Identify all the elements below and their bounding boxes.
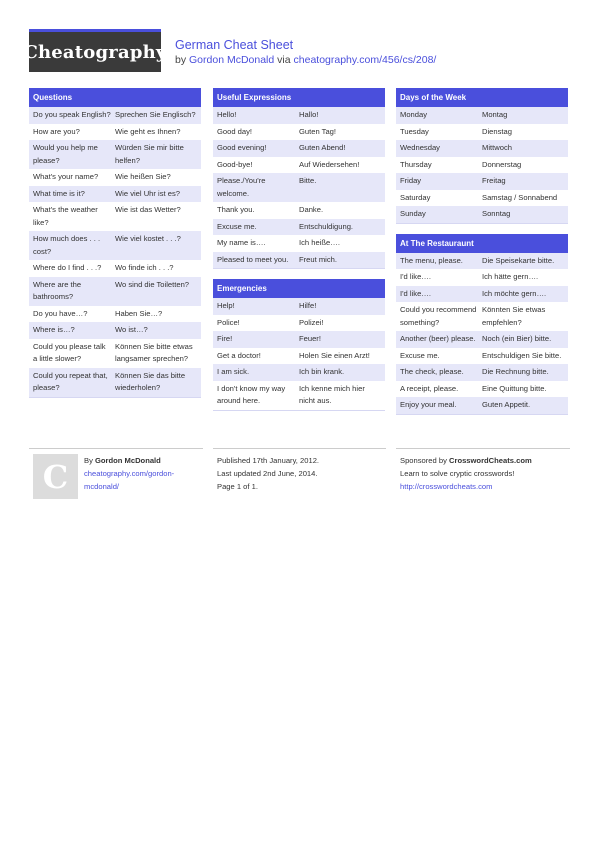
- english-phrase: Could you please talk a little slower?: [33, 341, 106, 363]
- footer-author-url-block: [84, 468, 184, 493]
- german-phrase: Haben Sie…?: [115, 308, 163, 318]
- table-row: [29, 140, 201, 169]
- english-phrase: How are you?: [33, 126, 80, 136]
- english-phrase: Would you help me please?: [33, 143, 98, 165]
- table-row: [396, 348, 568, 365]
- section-heading: Questions: [29, 88, 201, 107]
- table-row: [213, 219, 385, 236]
- german-phrase: Guten Appetit.: [482, 400, 531, 409]
- german-phrase: Donnerstag: [482, 159, 522, 169]
- section-rows: [213, 107, 385, 269]
- table-row: [213, 202, 385, 219]
- column-middle: [213, 88, 385, 421]
- english-phrase: What's the weather like?: [33, 205, 98, 227]
- section-heading: Days of the Week: [396, 88, 568, 107]
- german-phrase: Wo sind die Toiletten?: [115, 279, 190, 289]
- table-row: [396, 157, 568, 174]
- english-phrase: Police!: [217, 317, 240, 327]
- table-row: [396, 140, 568, 157]
- section-days-of-the-week: [396, 88, 568, 224]
- table-row: [29, 306, 201, 323]
- author-avatar: C: [33, 454, 78, 499]
- page-title: German Cheat Sheet: [175, 38, 294, 52]
- footer-author-name: Gordon McDonald: [95, 456, 161, 465]
- german-phrase: Hilfe!: [299, 301, 317, 310]
- english-phrase: How much does . . . cost?: [33, 234, 101, 256]
- english-phrase: Could you repeat that, please?: [33, 370, 108, 392]
- english-phrase: I'd like….: [400, 272, 431, 281]
- english-phrase: Please./You're welcome.: [217, 176, 266, 198]
- german-phrase: Polizei!: [299, 317, 324, 327]
- german-phrase: Danke.: [299, 205, 324, 214]
- english-phrase: What's your name?: [33, 172, 99, 181]
- english-phrase: Tuesday: [400, 126, 429, 136]
- section-heading: Emergencies: [213, 279, 385, 298]
- table-row: [29, 231, 201, 260]
- section-rows: [213, 298, 385, 411]
- section-rows: [29, 107, 201, 398]
- english-phrase: What time is it?: [33, 188, 85, 198]
- section-heading: Useful Expressions: [213, 88, 385, 107]
- english-phrase: Fire!: [217, 334, 233, 343]
- english-phrase: Another (beer) please.: [400, 334, 476, 343]
- table-row: [396, 302, 568, 331]
- table-row: [29, 169, 201, 186]
- table-row: [396, 107, 568, 124]
- english-phrase: A receipt, please.: [400, 383, 459, 393]
- german-phrase: Sprechen Sie Englisch?: [115, 110, 196, 119]
- table-row: [396, 286, 568, 303]
- german-phrase: Guten Abend!: [299, 143, 346, 152]
- section-emergencies: [213, 279, 385, 411]
- german-phrase: Freut mich.: [299, 254, 337, 264]
- footer-sponsor-name: CrosswordCheats.com: [449, 456, 532, 465]
- section-at-the-restauraunt: [396, 234, 568, 415]
- german-phrase: Wie heißen Sie?: [115, 172, 171, 181]
- english-phrase: Saturday: [400, 192, 431, 202]
- footer-author-url-link[interactable]: cheatography.com/gordon-mcdonald/: [84, 469, 175, 491]
- english-phrase: Wednesday: [400, 143, 440, 152]
- table-row: [396, 364, 568, 381]
- table-row: [29, 260, 201, 277]
- footer-published: Published 17th January, 2012.: [217, 456, 320, 465]
- footer-sponsor-url-link[interactable]: http://crosswordcheats.com: [400, 482, 493, 491]
- table-row: [29, 202, 201, 231]
- table-row: [396, 190, 568, 207]
- german-phrase: Wie ist das Wetter?: [115, 205, 181, 214]
- english-phrase: I don't know my way around here.: [217, 383, 286, 405]
- cheatography-logo[interactable]: Cheatography: [29, 29, 161, 72]
- english-phrase: Hello!: [217, 110, 237, 119]
- table-row: [29, 277, 201, 306]
- table-row: [396, 124, 568, 141]
- english-phrase: Sunday: [400, 209, 426, 218]
- english-phrase: Thursday: [400, 159, 432, 169]
- german-phrase: Eine Quittung bitte.: [482, 383, 547, 393]
- column-left: [29, 88, 201, 408]
- english-phrase: Monday: [400, 110, 428, 119]
- byline-url-link[interactable]: cheatography.com/456/cs/208/: [293, 54, 437, 66]
- footer-divider: [29, 448, 570, 449]
- english-phrase: Do you have…?: [33, 308, 88, 318]
- table-row: [29, 186, 201, 203]
- german-phrase: Die Speisekarte bitte.: [482, 255, 555, 265]
- german-phrase: Ich heiße….: [299, 238, 340, 247]
- german-phrase: Die Rechnung bitte.: [482, 367, 549, 376]
- english-phrase: Good day!: [217, 126, 253, 136]
- byline: [175, 54, 436, 66]
- table-row: [213, 107, 385, 124]
- german-phrase: Wie viel kostet . . .?: [115, 234, 181, 243]
- table-row: [213, 348, 385, 365]
- german-phrase: Sonntag: [482, 209, 511, 218]
- footer-sponsor-tagline: Learn to solve cryptic crosswords!: [400, 469, 515, 478]
- table-row: [213, 235, 385, 252]
- english-phrase: Help!: [217, 301, 235, 310]
- english-phrase: Where is…?: [33, 325, 75, 334]
- table-row: [29, 322, 201, 339]
- german-phrase: Wie geht es Ihnen?: [115, 126, 181, 136]
- german-phrase: Bitte.: [299, 176, 317, 185]
- footer-sponsor-url-block: [400, 481, 492, 494]
- table-row: [396, 253, 568, 270]
- german-phrase: Auf Wiedersehen!: [299, 159, 360, 169]
- german-phrase: Guten Tag!: [299, 126, 337, 136]
- english-phrase: The check, please.: [400, 367, 464, 376]
- german-phrase: Dienstag: [482, 126, 512, 136]
- german-phrase: Noch (ein Bier) bitte.: [482, 334, 552, 343]
- english-phrase: Thank you.: [217, 205, 255, 214]
- table-row: [213, 364, 385, 381]
- section-heading: At The Restauraunt: [396, 234, 568, 253]
- table-row: [213, 124, 385, 141]
- english-phrase: Get a doctor!: [217, 350, 261, 360]
- footer-by-label: By: [84, 456, 93, 465]
- english-phrase: Friday: [400, 176, 422, 185]
- german-phrase: Würden Sie mir bitte helfen?: [115, 143, 184, 165]
- german-phrase: Ich möchte gern….: [482, 288, 547, 298]
- german-phrase: Hallo!: [299, 110, 319, 119]
- english-phrase: The menu, please.: [400, 255, 463, 265]
- table-row: [29, 107, 201, 124]
- english-phrase: I am sick.: [217, 367, 250, 376]
- german-phrase: Holen Sie einen Arzt!: [299, 350, 370, 360]
- byline-via: via: [277, 54, 291, 66]
- english-phrase: Excuse me.: [400, 350, 440, 360]
- german-phrase: Können Sie bitte etwas langsamer sprechen?: [115, 341, 193, 363]
- table-row: [213, 252, 385, 269]
- byline-prefix: by: [175, 54, 187, 66]
- german-phrase: Wo finde ich . . .?: [115, 263, 174, 272]
- english-phrase: Good-bye!: [217, 159, 253, 169]
- table-row: [213, 140, 385, 157]
- table-row: [29, 339, 201, 368]
- table-row: [396, 269, 568, 286]
- german-phrase: Ich kenne mich hier nicht aus.: [299, 383, 365, 405]
- german-phrase: Wie viel Uhr ist es?: [115, 188, 180, 198]
- table-row: [396, 173, 568, 190]
- german-phrase: Können Sie das bitte wiederholen?: [115, 370, 186, 392]
- german-phrase: Ich hätte gern….: [482, 272, 539, 281]
- german-phrase: Könnten Sie etwas empfehlen?: [482, 305, 546, 327]
- english-phrase: Could you recommend something?: [400, 305, 477, 327]
- german-phrase: Wo ist…?: [115, 325, 148, 334]
- table-row: [396, 331, 568, 348]
- english-phrase: Do you speak English?: [33, 110, 111, 119]
- english-phrase: My name is….: [217, 238, 266, 247]
- footer-updated: Last updated 2nd June, 2014.: [217, 469, 318, 478]
- table-row: [213, 173, 385, 202]
- footer-sponsor: [400, 455, 532, 468]
- byline-author-link[interactable]: Gordon McDonald: [189, 54, 275, 66]
- footer-page: Page 1 of 1.: [217, 482, 258, 491]
- english-phrase: Pleased to meet you.: [217, 254, 289, 264]
- german-phrase: Entschuldigen Sie bitte.: [482, 350, 562, 360]
- english-phrase: Where do I find . . .?: [33, 263, 102, 272]
- german-phrase: Mittwoch: [482, 143, 512, 152]
- section-rows: [396, 253, 568, 415]
- table-row: [396, 381, 568, 398]
- table-row: [396, 397, 568, 414]
- table-row: [213, 331, 385, 348]
- section-rows: [396, 107, 568, 224]
- english-phrase: Excuse me.: [217, 221, 257, 231]
- table-row: [213, 298, 385, 315]
- german-phrase: Samstag / Sonnabend: [482, 192, 558, 202]
- german-phrase: Montag: [482, 110, 508, 119]
- english-phrase: Enjoy your meal.: [400, 400, 457, 409]
- german-phrase: Entschuldigung.: [299, 221, 354, 231]
- german-phrase: Feuer!: [299, 334, 321, 343]
- table-row: [29, 368, 201, 397]
- german-phrase: Freitag: [482, 176, 506, 185]
- footer-sponsor-prefix: Sponsored by: [400, 456, 447, 465]
- english-phrase: Where are the bathrooms?: [33, 279, 82, 301]
- table-row: [213, 381, 385, 410]
- column-right: [396, 88, 568, 425]
- section-useful-expressions: [213, 88, 385, 269]
- table-row: [213, 315, 385, 332]
- table-row: [29, 124, 201, 141]
- german-phrase: Ich bin krank.: [299, 367, 345, 376]
- section-questions: [29, 88, 201, 398]
- english-phrase: I'd like….: [400, 288, 431, 298]
- footer-author-block: [84, 455, 161, 468]
- english-phrase: Good evening!: [217, 143, 267, 152]
- table-row: [396, 206, 568, 223]
- table-row: [213, 157, 385, 174]
